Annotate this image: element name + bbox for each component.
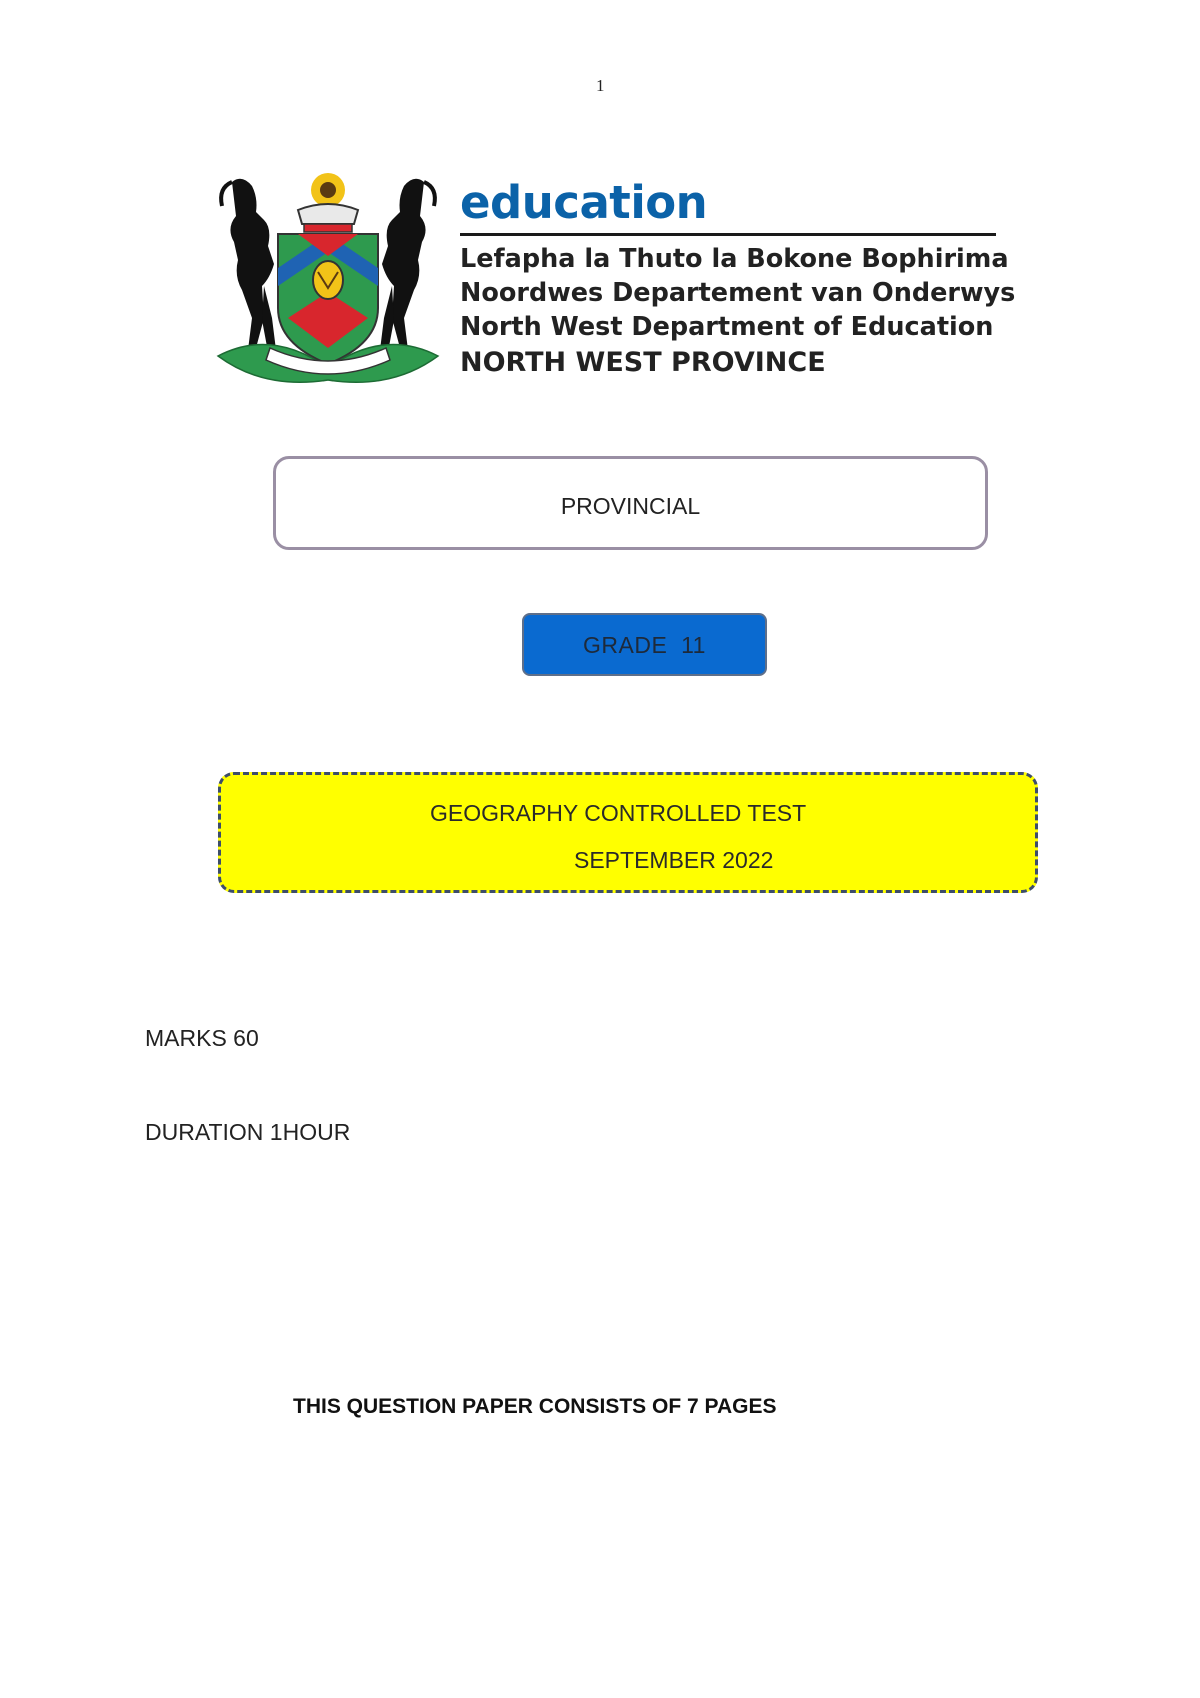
coat-of-arms-logo bbox=[212, 168, 444, 390]
test-title: GEOGRAPHY CONTROLLED TEST bbox=[430, 800, 807, 826]
sunflower-icon bbox=[311, 173, 345, 207]
page-count-note: THIS QUESTION PAPER CONSISTS OF 7 PAGES bbox=[293, 1395, 777, 1418]
test-title-box bbox=[218, 772, 1038, 893]
header-divider bbox=[460, 233, 996, 236]
department-name-afrikaans: Noordwes Departement van Onderwys bbox=[460, 278, 1016, 308]
shield-icon bbox=[278, 234, 378, 364]
marks-label: MARKS 60 bbox=[145, 1025, 259, 1051]
department-name-english: North West Department of Education bbox=[460, 312, 994, 342]
grade-label: GRADE 11 bbox=[583, 632, 706, 658]
grade-box bbox=[522, 613, 767, 676]
level-box bbox=[273, 456, 988, 550]
page-number: 1 bbox=[596, 76, 605, 95]
test-date: SEPTEMBER 2022 bbox=[574, 847, 774, 873]
right-antelope-icon bbox=[380, 179, 435, 352]
duration-label: DURATION 1HOUR bbox=[145, 1119, 351, 1145]
department-name-setswana: Lefapha la Thuto la Bokone Bophirima bbox=[460, 244, 1009, 274]
education-wordmark: education bbox=[460, 176, 708, 229]
province-name: NORTH WEST PROVINCE bbox=[460, 347, 826, 378]
level-label: PROVINCIAL bbox=[560, 493, 701, 519]
left-antelope-icon bbox=[221, 179, 276, 352]
